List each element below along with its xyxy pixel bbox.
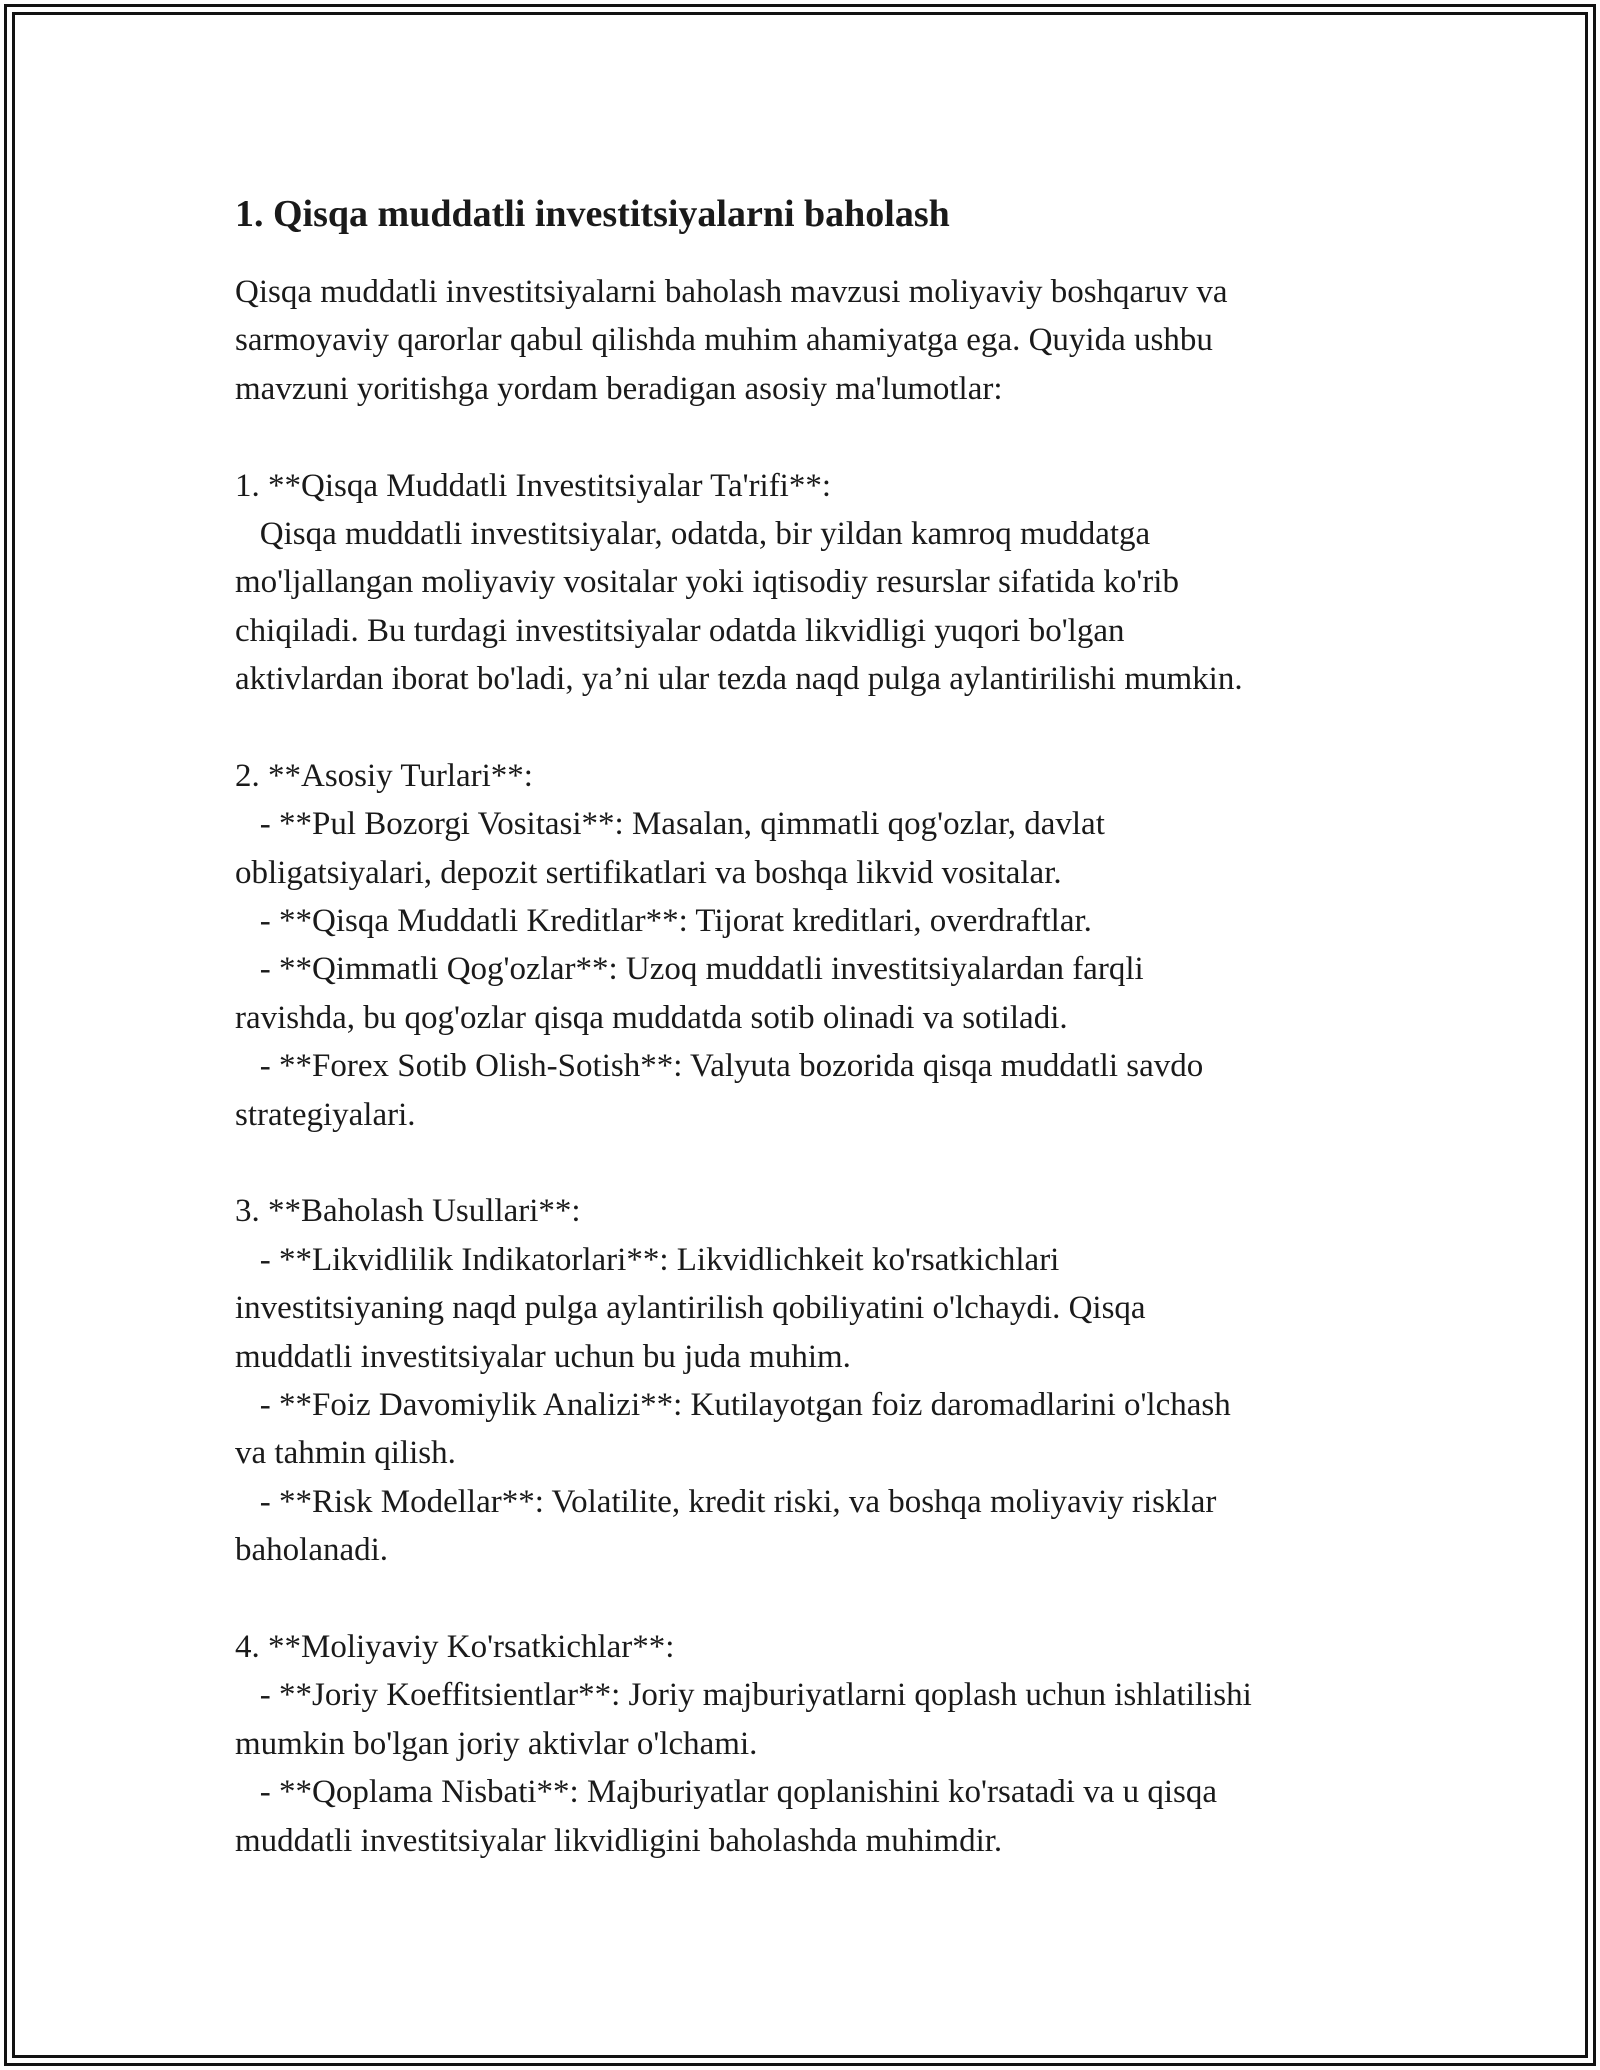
text-line: va tahmin qilish.	[235, 1435, 456, 1472]
text-line: - **Risk Modellar**: Volatilite, kredit riski, va boshqa moliyaviy risklar	[235, 1483, 1217, 1520]
blank-line	[235, 704, 1385, 752]
text-line: - **Qisqa Muddatli Kreditlar**: Tijorat kreditlari, overdraftlar.	[235, 903, 1092, 940]
text-line: - **Foiz Davomiylik Analizi**: Kutilayotgan foiz daromadlarini o'lchash	[235, 1386, 1231, 1423]
text-line: ravishda, bu qog'ozlar qisqa muddatda sotib olinadi va sotiladi.	[235, 999, 1068, 1036]
text-line: 1. **Qisqa Muddatli Investitsiyalar Ta'rifi**:	[235, 467, 832, 504]
text-line: mumkin bo'lgan joriy aktivlar o'lchami.	[235, 1725, 758, 1762]
text-line: mavzuni yoritishga yordam beradigan asosiy ma'lumotlar:	[235, 370, 1003, 407]
blank-line	[235, 413, 1385, 461]
text-line: investitsiyaning naqd pulga aylantirilish qobiliyatini o'lchaydi. Qisqa	[235, 1290, 1146, 1327]
text-line: aktivlardan iborat bo'ladi, ya’ni ular tezda naqd pulga aylantirilishi mumkin.	[235, 661, 1243, 698]
text-line: muddatli investitsiyalar uchun bu juda muhim.	[235, 1338, 851, 1375]
text-line: - **Qimmatli Qog'ozlar**: Uzoq muddatli investitsiyalardan farqli	[235, 951, 1144, 988]
document-text	[235, 268, 1385, 1865]
text-line: 2. **Asosiy Turlari**:	[235, 757, 533, 794]
text-line: 3. **Baholash Usullari**:	[235, 1193, 581, 1230]
text-line: - **Joriy Koeffitsientlar**: Joriy majburiyatlarni qoplash uchun ishlatilishi	[235, 1677, 1252, 1714]
text-line: Qisqa muddatli investitsiyalarni baholash mavzusi moliyaviy boshqaruv va	[235, 274, 1228, 310]
text-line: muddatli investitsiyalar likvidligini baholashda muhimdir.	[235, 1822, 1003, 1859]
text-line: - **Qoplama Nisbati**: Majburiyatlar qoplanishini ko'rsatadi va u qisqa	[235, 1774, 1218, 1811]
blank-line	[235, 1575, 1385, 1623]
text-line: mo'ljallangan moliyaviy vositalar yoki iqtisodiy resurslar sifatida ko'rib	[235, 564, 1179, 601]
text-line: obligatsiyalari, depozit sertifikatlari va boshqa likvid vositalar.	[235, 854, 1062, 891]
text-line: baholanadi.	[235, 1532, 389, 1569]
text-line: strategiyalari.	[235, 1096, 416, 1133]
document-body	[235, 186, 1385, 1865]
text-line: 4. **Moliyaviy Ko'rsatkichlar**:	[235, 1628, 675, 1665]
text-line: - **Likvidlilik Indikatorlari**: Likvidlichkeit ko'rsatkichlari	[235, 1241, 1060, 1278]
blank-line	[235, 1139, 1385, 1187]
text-line: sarmoyaviy qarorlar qabul qilishda muhim ahamiyatga ega. Quyida ushbu	[235, 322, 1213, 359]
text-line: - **Pul Bozorgi Vositasi**: Masalan, qimmatli qog'ozlar, davlat	[235, 806, 1105, 843]
document-title: 1. Qisqa muddatli investitsiyalarni baholash	[235, 193, 950, 235]
text-line: - **Forex Sotib Olish-Sotish**: Valyuta bozorida qisqa muddatli savdo	[235, 1048, 1204, 1085]
text-line: chiqiladi. Bu turdagi investitsiyalar odatda likvidligi yuqori bo'lgan	[235, 612, 1125, 649]
text-line: Qisqa muddatli investitsiyalar, odatda, bir yildan kamroq muddatga	[235, 515, 1151, 552]
